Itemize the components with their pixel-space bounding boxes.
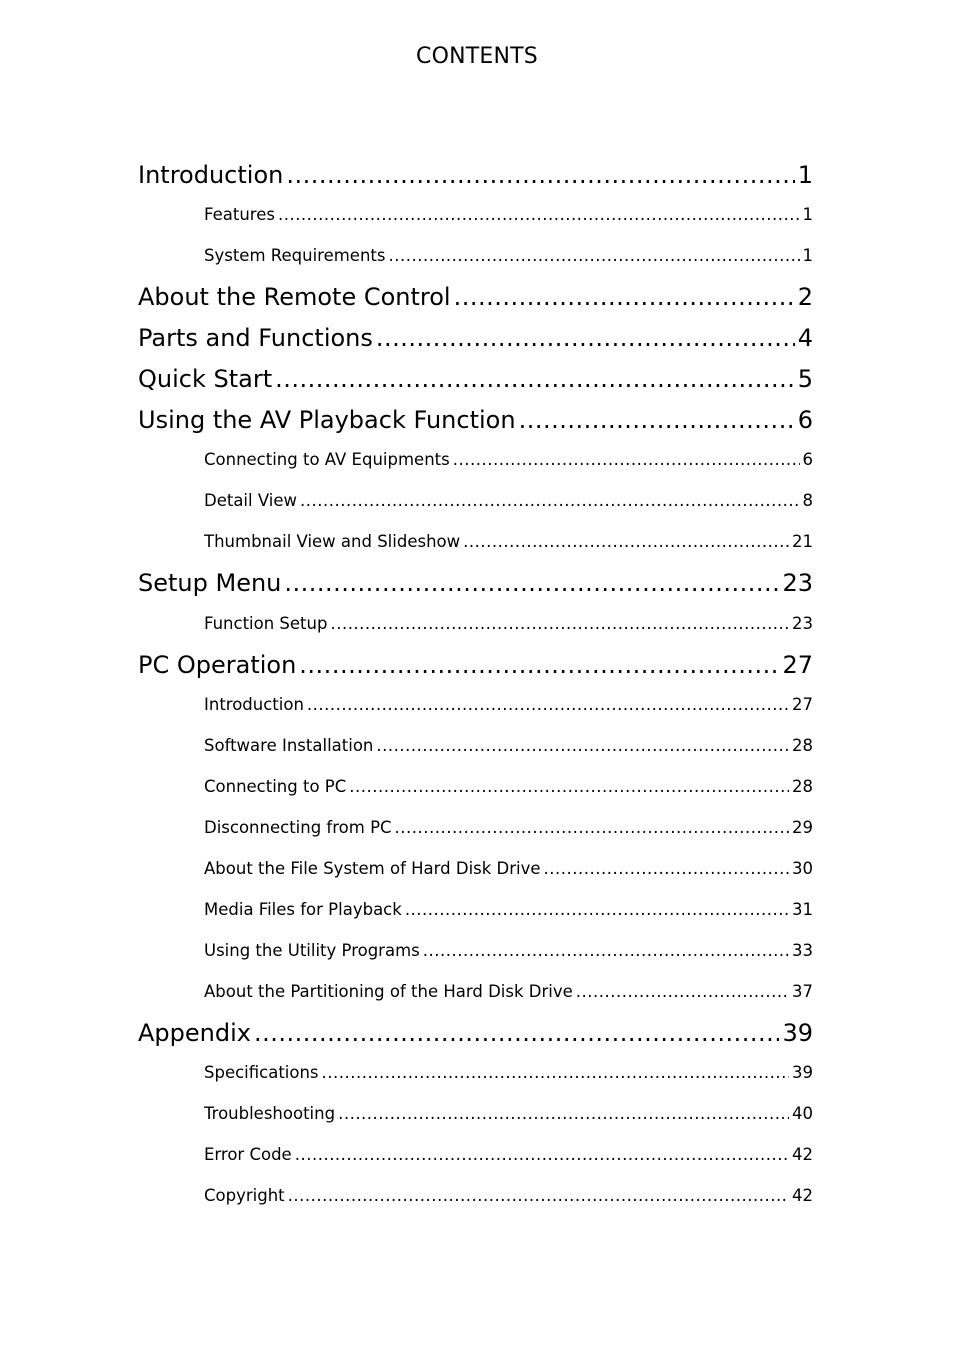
toc-entry-page: 28 — [792, 736, 813, 755]
toc-entry-about-the-remote-control[interactable] — [138, 280, 813, 314]
toc-entry-page: 28 — [792, 777, 813, 796]
toc-entry-page: 39 — [782, 1019, 813, 1047]
toc-entry-page: 6 — [802, 450, 813, 469]
toc-entry-label: About the File System of Hard Disk Drive — [204, 859, 541, 878]
toc-entry-page: 27 — [792, 695, 813, 714]
toc-entry-label: Using the Utility Programs — [204, 941, 420, 960]
toc-entry-label: Media Files for Playback — [204, 900, 402, 919]
toc-entry-label: Software Installation — [204, 736, 374, 755]
toc-entry-label: Thumbnail View and Slideshow — [204, 532, 461, 551]
toc-entry-connecting-to-pc[interactable] — [204, 775, 813, 799]
toc-entry-error-code[interactable] — [204, 1143, 813, 1167]
toc-entry-page: 23 — [792, 614, 813, 633]
toc-entry-label: Quick Start — [138, 365, 273, 393]
toc-entry-page: 42 — [792, 1145, 813, 1164]
toc-entry-label: Disconnecting from PC — [204, 818, 392, 837]
toc-entry-page: 42 — [792, 1186, 813, 1205]
toc-entry-page: 1 — [802, 205, 813, 224]
toc-entry-pc-operation[interactable] — [138, 648, 813, 682]
toc-entry-page: 27 — [782, 651, 813, 679]
toc-entry-features[interactable] — [204, 203, 813, 227]
toc-entry-page: 4 — [797, 324, 813, 352]
toc-entry-label: Connecting to AV Equipments — [204, 450, 450, 469]
dot-leader — [338, 1102, 789, 1126]
dot-leader — [278, 203, 800, 227]
toc-entry-label: About the Partitioning of the Hard Disk Drive — [204, 982, 573, 1001]
toc-entry-page: 40 — [792, 1104, 813, 1123]
toc-entry-using-the-av-playback-function[interactable] — [138, 403, 813, 437]
toc-entry-label: About the Remote Control — [138, 283, 451, 311]
toc-entry-page: 37 — [792, 982, 813, 1001]
toc-entry-pc-introduction[interactable] — [204, 693, 813, 717]
toc-entry-label: Introduction — [204, 695, 304, 714]
dot-leader — [284, 566, 779, 600]
toc-entry-introduction[interactable] — [138, 158, 813, 192]
dot-leader — [286, 158, 794, 192]
dot-leader — [376, 734, 789, 758]
toc-entry-page: 31 — [792, 900, 813, 919]
dot-leader — [544, 857, 789, 881]
toc-entry-label: Error Code — [204, 1145, 292, 1164]
toc-entry-quick-start[interactable] — [138, 362, 813, 396]
toc-entry-page: 8 — [802, 491, 813, 510]
toc-entry-label: Connecting to PC — [204, 777, 347, 796]
dot-leader — [275, 362, 795, 396]
toc-entry-label: Troubleshooting — [204, 1104, 336, 1123]
toc-entry-detail-view[interactable] — [204, 489, 813, 513]
dot-leader — [307, 693, 789, 717]
toc-entry-label: Copyright — [204, 1186, 285, 1205]
dot-leader — [254, 1016, 779, 1050]
dot-leader — [576, 980, 789, 1004]
dot-leader — [300, 489, 799, 513]
toc-entry-page: 33 — [792, 941, 813, 960]
toc-entry-label: PC Operation — [138, 651, 297, 679]
toc-entry-about-the-partitioning[interactable] — [204, 980, 813, 1004]
toc-entry-specifications[interactable] — [204, 1061, 813, 1085]
dot-leader — [330, 612, 789, 636]
dot-leader — [395, 816, 789, 840]
toc-entry-label: Features — [204, 205, 275, 224]
toc-entry-label: Appendix — [138, 1019, 251, 1047]
dot-leader — [322, 1061, 789, 1085]
toc-entry-function-setup[interactable] — [204, 612, 813, 636]
toc-entry-setup-menu[interactable] — [138, 566, 813, 600]
dot-leader — [423, 939, 789, 963]
toc-entry-troubleshooting[interactable] — [204, 1102, 813, 1126]
dot-leader — [299, 648, 779, 682]
toc-entry-system-requirements[interactable] — [204, 244, 813, 268]
toc-entry-software-installation[interactable] — [204, 734, 813, 758]
toc-entry-page: 21 — [792, 532, 813, 551]
toc-entry-page: 23 — [782, 569, 813, 597]
toc-entry-parts-and-functions[interactable] — [138, 321, 813, 355]
toc-entry-about-the-file-system[interactable] — [204, 857, 813, 881]
dot-leader — [349, 775, 789, 799]
toc-entry-page: 1 — [797, 161, 813, 189]
dot-leader — [519, 403, 795, 437]
toc-entry-label: Setup Menu — [138, 569, 282, 597]
toc-entry-page: 2 — [797, 283, 813, 311]
toc-entry-label: Specifications — [204, 1063, 319, 1082]
toc-entry-label: Detail View — [204, 491, 298, 510]
toc-entry-copyright[interactable] — [204, 1184, 813, 1208]
toc-entry-page: 30 — [792, 859, 813, 878]
toc-entry-label: System Requirements — [204, 246, 386, 265]
toc-entry-label: Parts and Functions — [138, 324, 373, 352]
toc-entry-appendix[interactable] — [138, 1016, 813, 1050]
toc-entry-connecting-to-av-equipments[interactable] — [204, 448, 813, 472]
toc-entry-thumbnail-view-and-slideshow[interactable] — [204, 530, 813, 554]
toc-entry-media-files-for-playback[interactable] — [204, 898, 813, 922]
dot-leader — [295, 1143, 789, 1167]
toc-entry-label: Introduction — [138, 161, 284, 189]
toc-entry-page: 5 — [797, 365, 813, 393]
dot-leader — [454, 280, 795, 314]
dot-leader — [388, 244, 799, 268]
dot-leader — [405, 898, 789, 922]
page-title: CONTENTS — [416, 44, 538, 69]
toc-entry-page: 29 — [792, 818, 813, 837]
dot-leader — [463, 530, 789, 554]
dot-leader — [453, 448, 800, 472]
toc-entry-page: 1 — [802, 246, 813, 265]
toc-entry-page: 6 — [797, 406, 813, 434]
dot-leader — [288, 1184, 789, 1208]
toc-entry-label: Using the AV Playback Function — [138, 406, 516, 434]
dot-leader — [376, 321, 795, 355]
toc-entry-disconnecting-from-pc[interactable] — [204, 816, 813, 840]
toc-entry-label: Function Setup — [204, 614, 328, 633]
toc-entry-page: 39 — [792, 1063, 813, 1082]
toc-entry-using-the-utility-programs[interactable] — [204, 939, 813, 963]
